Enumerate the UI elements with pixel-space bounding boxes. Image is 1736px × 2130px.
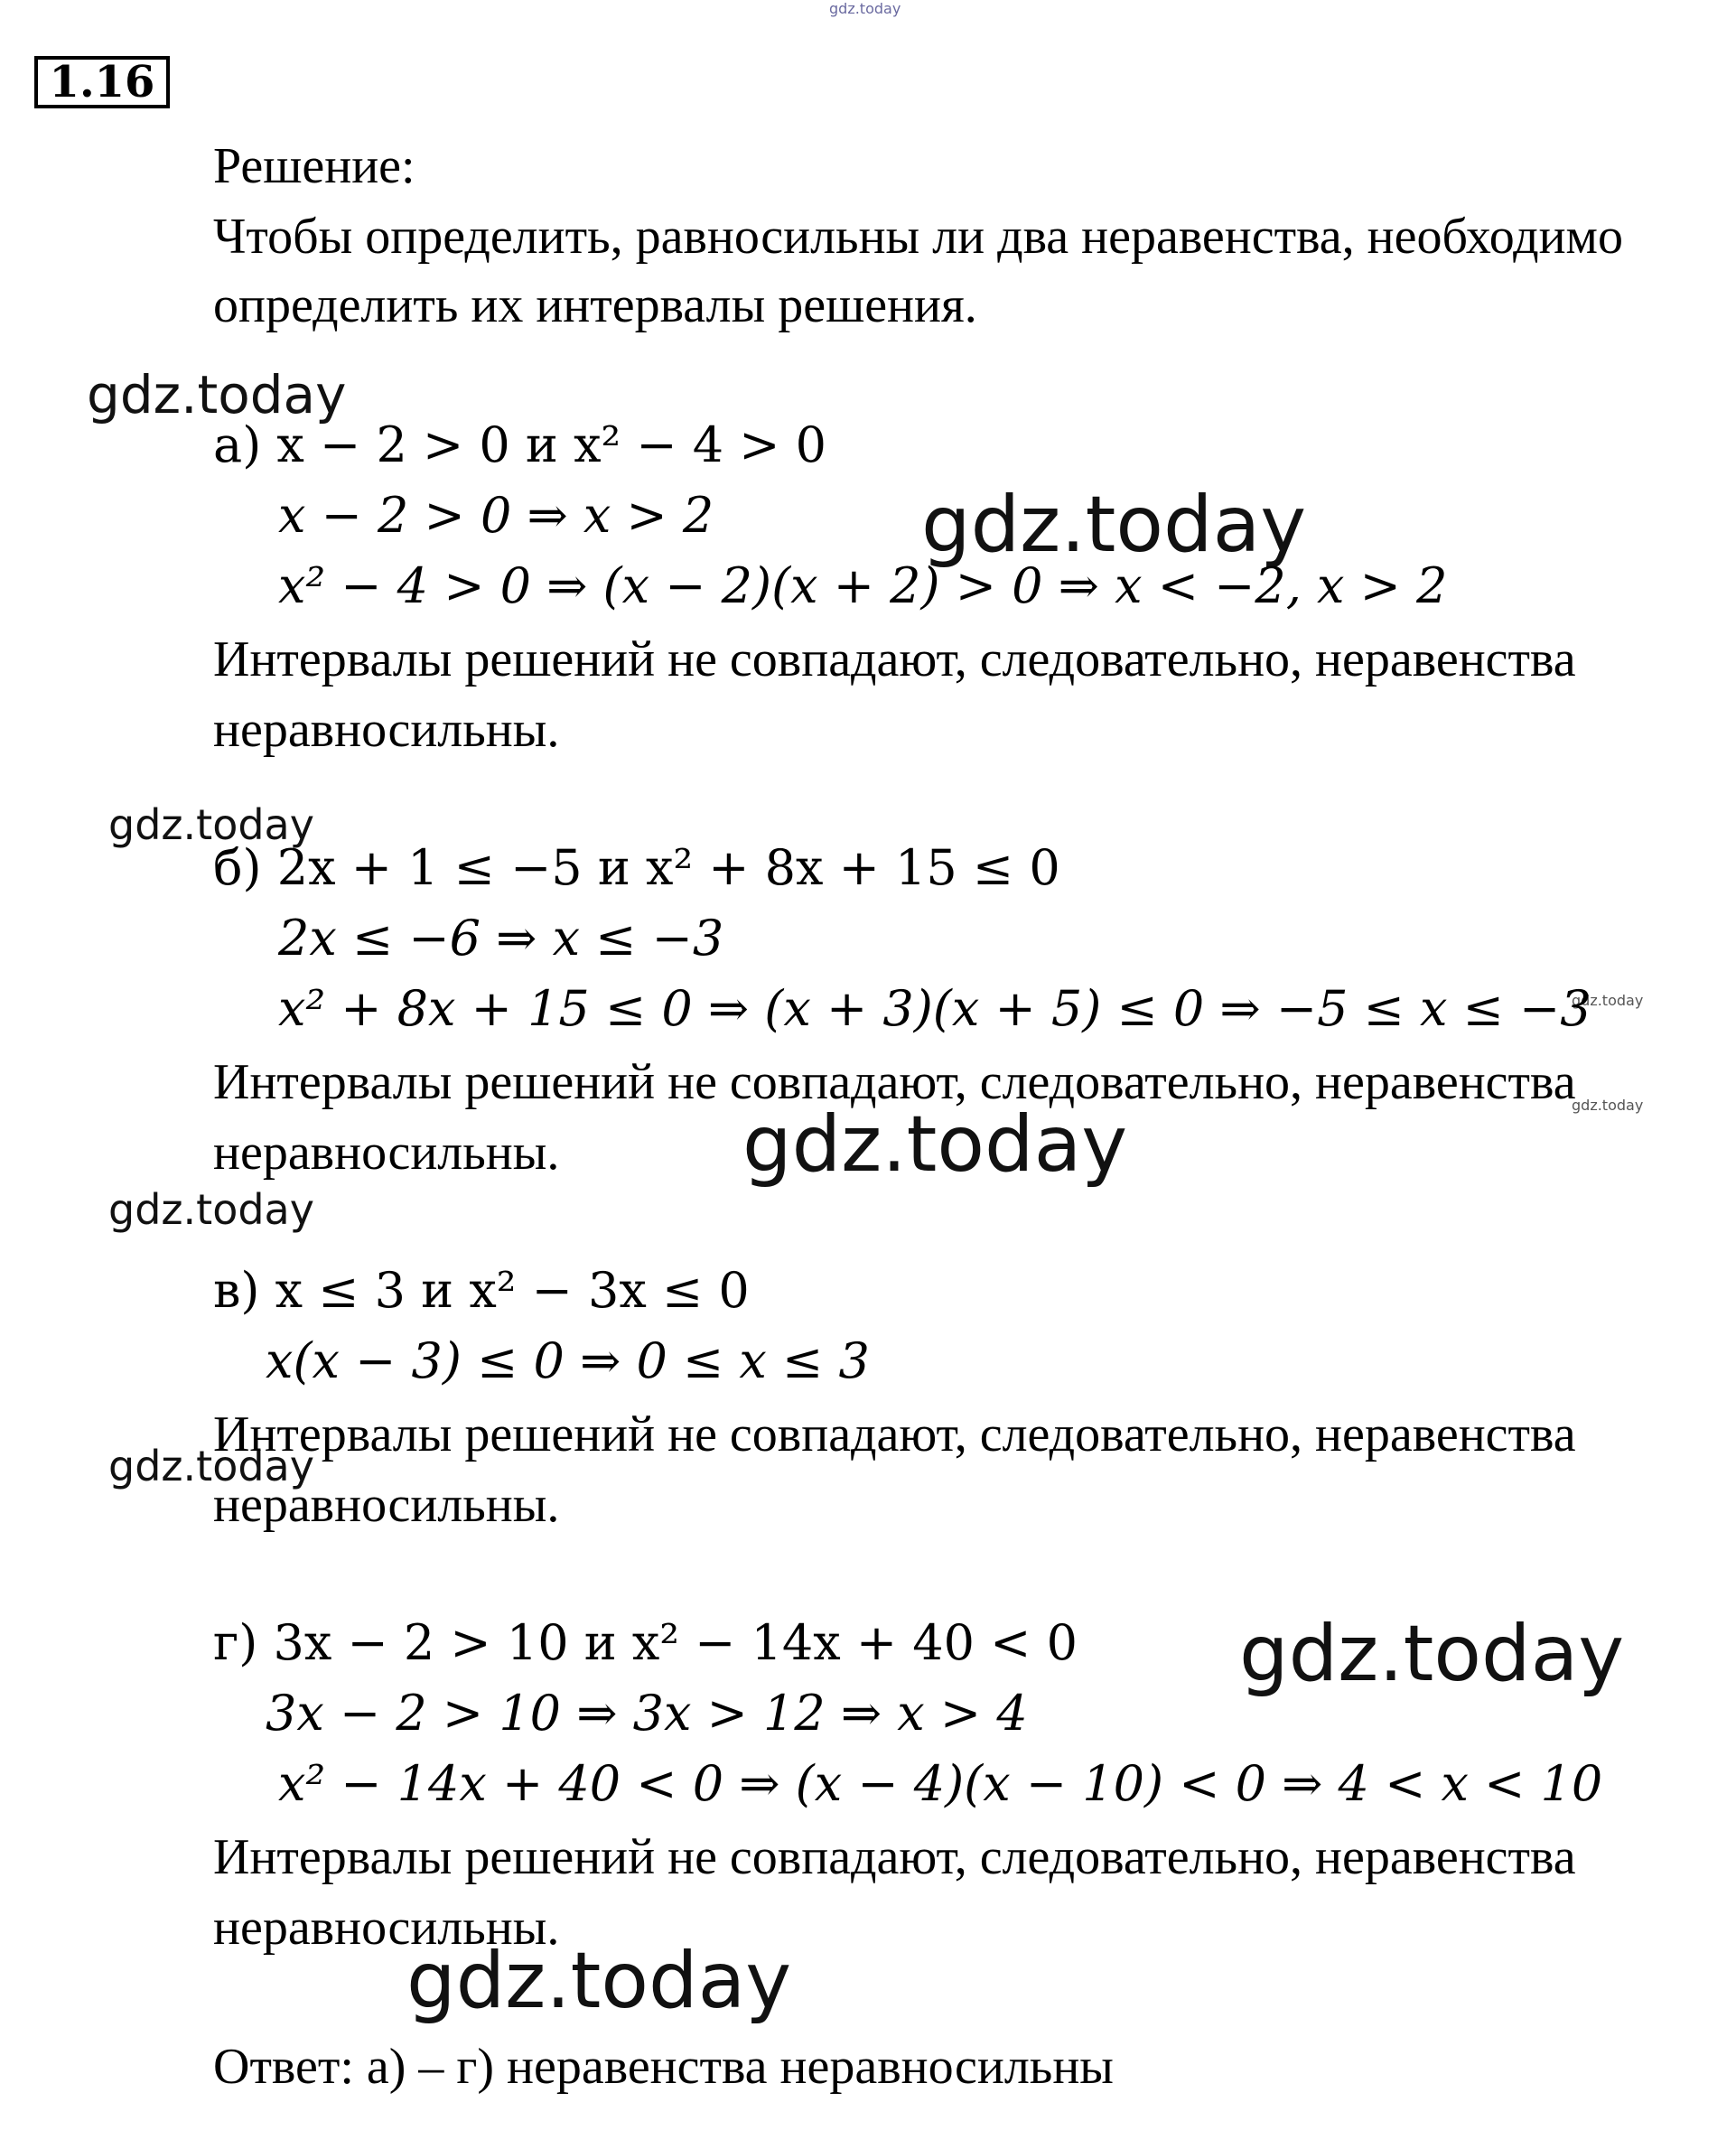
watermark: gdz.today xyxy=(1239,1609,1625,1699)
part-g-header: г) 3x − 2 > 10 и x² − 14x + 40 < 0 xyxy=(213,1614,1078,1671)
part-b-conclusion-2: неравносильны. xyxy=(213,1125,560,1181)
watermark-top: gdz.today xyxy=(829,0,901,17)
watermark: gdz.today xyxy=(108,1185,314,1234)
part-g-conclusion-2: неравносильны. xyxy=(213,1900,560,1956)
part-b-step-1: 2x ≤ −6 ⇒ x ≤ −3 xyxy=(278,910,724,967)
part-g-step-2: x² − 14x + 40 < 0 ⇒ (x − 4)(x − 10) < 0 ⇒ 4 < x < 10 xyxy=(278,1755,1603,1812)
part-a-header: а) x − 2 > 0 и x² − 4 > 0 xyxy=(213,416,827,473)
watermark: gdz.today xyxy=(108,800,314,849)
part-v-header: в) x ≤ 3 и x² − 3x ≤ 0 xyxy=(213,1262,750,1319)
part-g-conclusion-1: Интервалы решений не совпадают, следовательно, неравенства xyxy=(213,1829,1576,1885)
part-a-conclusion-1: Интервалы решений не совпадают, следовательно, неравенства xyxy=(213,631,1576,687)
watermark: gdz.today xyxy=(921,480,1307,570)
problem-number: 1.16 xyxy=(34,56,170,108)
part-b-step-2: x² + 8x + 15 ≤ 0 ⇒ (x + 3)(x + 5) ≤ 0 ⇒ −5 ≤ x ≤ −3 xyxy=(278,980,1591,1037)
watermark: gdz.today xyxy=(1572,1097,1644,1114)
part-a-step-1: x − 2 > 0 ⇒ x > 2 xyxy=(278,487,714,544)
part-v-conclusion-1: Интервалы решений не совпадают, следовательно, неравенства xyxy=(213,1406,1576,1462)
part-a-step-2: x² − 4 > 0 ⇒ (x − 2)(x + 2) > 0 ⇒ x < −2, x > 2 xyxy=(278,557,1448,614)
watermark: gdz.today xyxy=(1572,992,1644,1009)
part-b-header: б) 2x + 1 ≤ −5 и x² + 8x + 15 ≤ 0 xyxy=(213,839,1060,896)
solution-label: Решение: xyxy=(213,138,415,194)
watermark: gdz.today xyxy=(87,364,347,425)
part-v-step-1: x(x − 3) ≤ 0 ⇒ 0 ≤ x ≤ 3 xyxy=(266,1332,870,1389)
intro-line-2: определить их интервалы решения. xyxy=(213,277,977,333)
part-a-conclusion-2: неравносильны. xyxy=(213,702,560,758)
part-b-conclusion-1: Интервалы решений не совпадают, следовательно, неравенства xyxy=(213,1054,1576,1110)
intro-line-1: Чтобы определить, равносильны ли два неравенства, необходимо xyxy=(213,209,1623,265)
answer: Ответ: а) – г) неравенства неравносильны xyxy=(213,2039,1114,2095)
part-v-conclusion-2: неравносильны. xyxy=(213,1477,560,1533)
watermark: gdz.today xyxy=(108,1442,314,1490)
part-g-step-1: 3x − 2 > 10 ⇒ 3x > 12 ⇒ x > 4 xyxy=(266,1685,1028,1742)
watermark: gdz.today xyxy=(742,1099,1128,1190)
watermark: gdz.today xyxy=(406,1936,792,2026)
